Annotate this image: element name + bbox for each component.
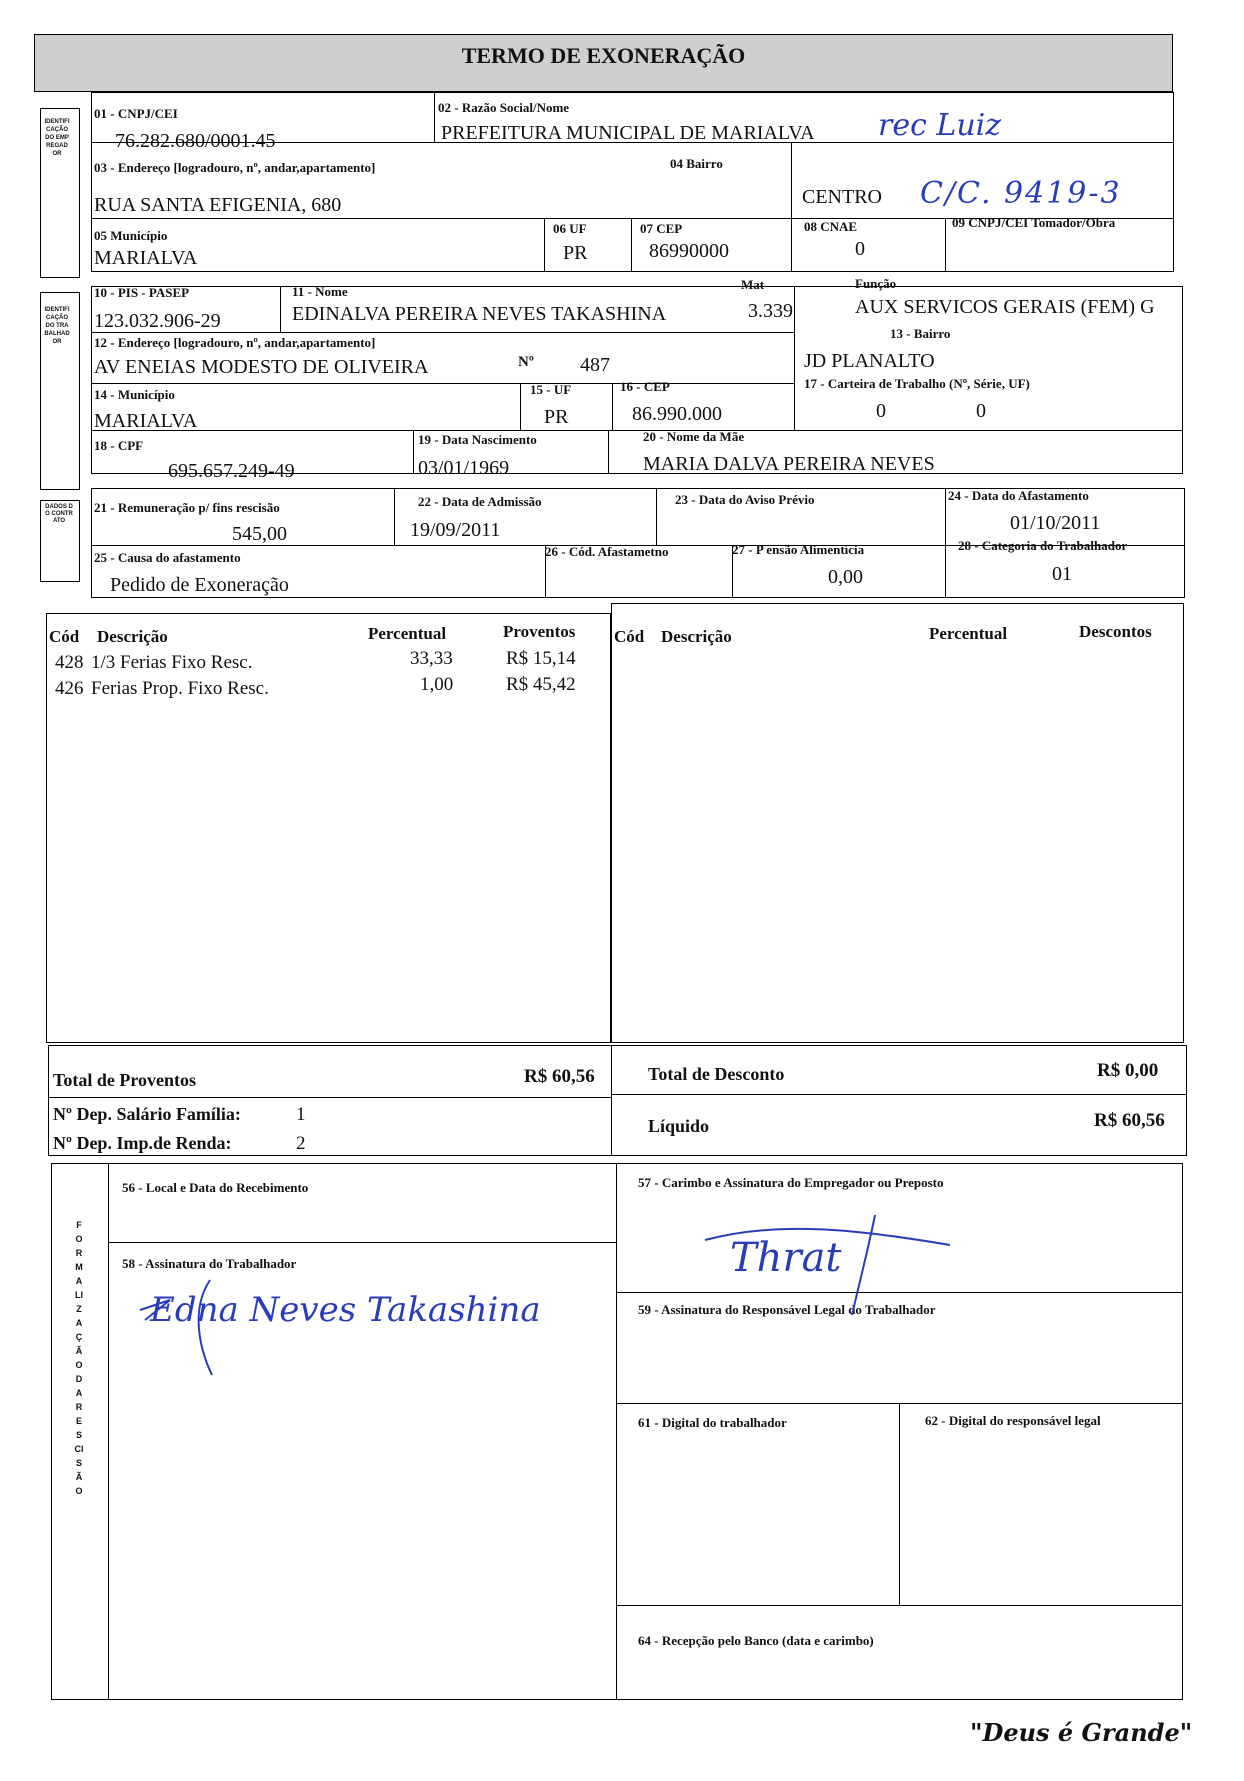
mat-label: Mat (741, 277, 765, 292)
proventos-header-valor: Proventos (503, 622, 576, 641)
funcao-value: AUX SERVICOS GERAIS (FEM) G (855, 296, 1155, 318)
proventos-percentual: 1,00 (420, 674, 454, 695)
employer-cep-label: 07 CEP (640, 221, 683, 236)
employer-bairro-label: 04 Bairro (670, 156, 723, 171)
cod-afast-label: 26 - Cód. Afastametno (545, 544, 669, 559)
title-bar (34, 34, 1173, 92)
total-desconto-label: Total de Desconto (648, 1064, 785, 1084)
proventos-descricao: 1/3 Ferias Fixo Resc. (91, 652, 253, 673)
pensao-value: 0,00 (828, 566, 863, 588)
handwritten-note: rec Luiz (878, 108, 1002, 143)
proventos-percentual: 33,33 (410, 648, 453, 669)
worker-endereco-value: AV ENEIAS MODESTO DE OLIVEIRA (94, 356, 429, 378)
proventos-descricao: Ferias Prop. Fixo Resc. (91, 678, 269, 699)
proventos-cod: 428 (55, 652, 84, 673)
mat-value: 3.339 (748, 300, 793, 322)
rescisao-section (51, 1163, 1183, 1700)
descontos-table (611, 603, 1184, 1043)
numero-value: 487 (580, 354, 610, 376)
worker-municipio-value: MARIALVA (94, 410, 198, 432)
pensao-label: 27 - P ensão Alimentícia (732, 542, 865, 557)
nascimento-label: 19 - Data Nascimento (418, 432, 537, 447)
recepcao-banco-label: 64 - Recepção pelo Banco (data e carimbo) (638, 1633, 874, 1648)
razao-label: 02 - Razão Social/Nome (438, 100, 570, 115)
cnae-label: 08 CNAE (804, 219, 858, 234)
ctps-serie-value: 0 (976, 400, 986, 422)
employer-endereco-value: RUA SANTA EFIGENIA, 680 (94, 194, 342, 216)
rescisao-side-label: FORMALIZAÇÃO DA RESCISÃO (74, 1220, 84, 1496)
worker-uf-label: 15 - UF (530, 382, 572, 397)
proventos-header-percentual: Percentual (368, 624, 447, 643)
razao-value: PREFEITURA MUNICIPAL DE MARIALVA (441, 122, 815, 144)
causa-value: Pedido de Exoneração (110, 574, 289, 596)
contract-side-label: DADOS DO CONTRATO (45, 504, 73, 524)
worker-signature: Edna Neves Takashina (150, 1290, 541, 1330)
dep-imp-renda-label: Nº Dep. Imp.de Renda: (53, 1133, 232, 1153)
total-desconto-value: R$ 0,00 (1097, 1060, 1159, 1081)
categoria-value: 01 (1052, 563, 1072, 585)
cpf-label: 18 - CPF (94, 438, 144, 453)
proventos-header-descricao: Descrição (97, 627, 168, 646)
assinatura-trabalhador-label: 58 - Assinatura do Trabalhador (122, 1256, 297, 1271)
afastamento-label: 24 - Data do Afastamento (948, 488, 1089, 503)
admissao-value: 19/09/2011 (410, 519, 501, 541)
worker-cep-label: 16 - CEP (620, 379, 670, 394)
dep-salario-familia-value: 1 (296, 1104, 306, 1125)
liquido-value: R$ 60,56 (1094, 1110, 1165, 1131)
descontos-header-valor: Descontos (1079, 622, 1152, 641)
employer-endereco-label: 03 - Endereço [logradouro, nº, andar,apartamento] (94, 160, 376, 175)
proventos-header-cod: Cód (49, 627, 80, 646)
employer-signature: Thrat (730, 1235, 842, 1281)
page-title: TERMO DE EXONERAÇÃO (461, 43, 746, 68)
mae-value: MARIA DALVA PEREIRA NEVES (643, 453, 935, 475)
worker-side-label: IDENTIFICAÇÃO DO TRABALHADOR (44, 307, 70, 345)
ctps-numero-value: 0 (876, 400, 886, 422)
worker-signature-flourish (130, 1270, 550, 1380)
employer-bairro-value: CENTRO (802, 186, 882, 208)
proventos-cod: 426 (55, 678, 84, 699)
descontos-header-descricao: Descrição (661, 627, 732, 646)
responsavel-legal-label: 59 - Assinatura do Responsável Legal do Trabalhador (638, 1302, 936, 1317)
local-data-label: 56 - Local e Data do Recebimento (122, 1180, 309, 1195)
cnae-value: 0 (855, 238, 865, 260)
remuneracao-value: 545,00 (232, 523, 287, 545)
proventos-valor: R$ 15,14 (506, 648, 576, 669)
carimbo-empregador-label: 57 - Carimbo e Assinatura do Empregador ou Preposto (638, 1175, 944, 1190)
numero-label: Nº (518, 354, 534, 370)
dep-salario-familia-label: Nº Dep. Salário Família: (53, 1104, 241, 1124)
liquido-label: Líquido (648, 1116, 710, 1136)
remuneracao-label: 21 - Remuneração p/ fins rescisão (94, 500, 280, 515)
total-proventos-value: R$ 60,56 (524, 1066, 595, 1087)
pis-label: 10 - PIS - PASEP (94, 285, 190, 300)
employer-signature-flourish (700, 1210, 960, 1320)
descontos-header-cod: Cód (614, 627, 645, 646)
worker-cep-value: 86.990.000 (632, 403, 722, 425)
digital-responsavel-label: 62 - Digital do responsável legal (925, 1413, 1101, 1428)
worker-endereco-label: 12 - Endereço [logradouro, nº, andar,apartamento] (94, 335, 376, 350)
footer-motto: "Deus é Grande" (970, 1718, 1193, 1747)
funcao-label: Função (855, 276, 897, 291)
nascimento-value: 03/01/1969 (418, 457, 510, 479)
causa-label: 25 - Causa do afastamento (94, 550, 241, 565)
employer-municipio-value: MARIALVA (94, 247, 198, 269)
worker-bairro-value: JD PLANALTO (804, 350, 935, 372)
worker-municipio-label: 14 - Município (94, 387, 175, 402)
aviso-label: 23 - Data do Aviso Prévio (675, 492, 815, 507)
employer-uf-label: 06 UF (553, 221, 587, 236)
employer-municipio-label: 05 Município (94, 228, 168, 243)
mae-label: 20 - Nome da Mãe (643, 429, 745, 444)
dep-imp-renda-value: 2 (296, 1133, 306, 1154)
worker-uf-value: PR (544, 406, 569, 428)
employer-side-label: IDENTIFICAÇÃO DO EMPREGADOR (44, 119, 70, 157)
employer-cep-value: 86990000 (649, 240, 729, 262)
digital-trabalhador-label: 61 - Digital do trabalhador (638, 1415, 787, 1430)
worker-bairro-label: 13 - Bairro (890, 326, 951, 341)
ctps-label: 17 - Carteira de Trabalho (Nº, Série, UF) (804, 376, 1030, 391)
nome-label: 11 - Nome (292, 284, 348, 299)
admissao-label: 22 - Data de Admissão (418, 494, 542, 509)
total-proventos-label: Total de Proventos (53, 1070, 197, 1090)
cnpj-value: 76.282.680/0001.45 (115, 130, 276, 152)
tomador-label: 09 CNPJ/CEI Tomador/Obra (952, 215, 1116, 230)
cnpj-label: 01 - CNPJ/CEI (94, 106, 178, 121)
handwritten-protocol: C/C. 9419-3 (920, 176, 1122, 211)
cpf-value: 695.657.249-49 (168, 460, 295, 482)
proventos-valor: R$ 45,42 (506, 674, 576, 695)
afastamento-value: 01/10/2011 (1010, 512, 1101, 534)
descontos-header-percentual: Percentual (929, 624, 1008, 643)
employer-uf-value: PR (563, 242, 588, 264)
pis-value: 123.032.906-29 (94, 310, 221, 332)
categoria-label: 28 - Categoria do Trabalhador (958, 538, 1128, 553)
nome-value: EDINALVA PEREIRA NEVES TAKASHINA (292, 303, 667, 325)
